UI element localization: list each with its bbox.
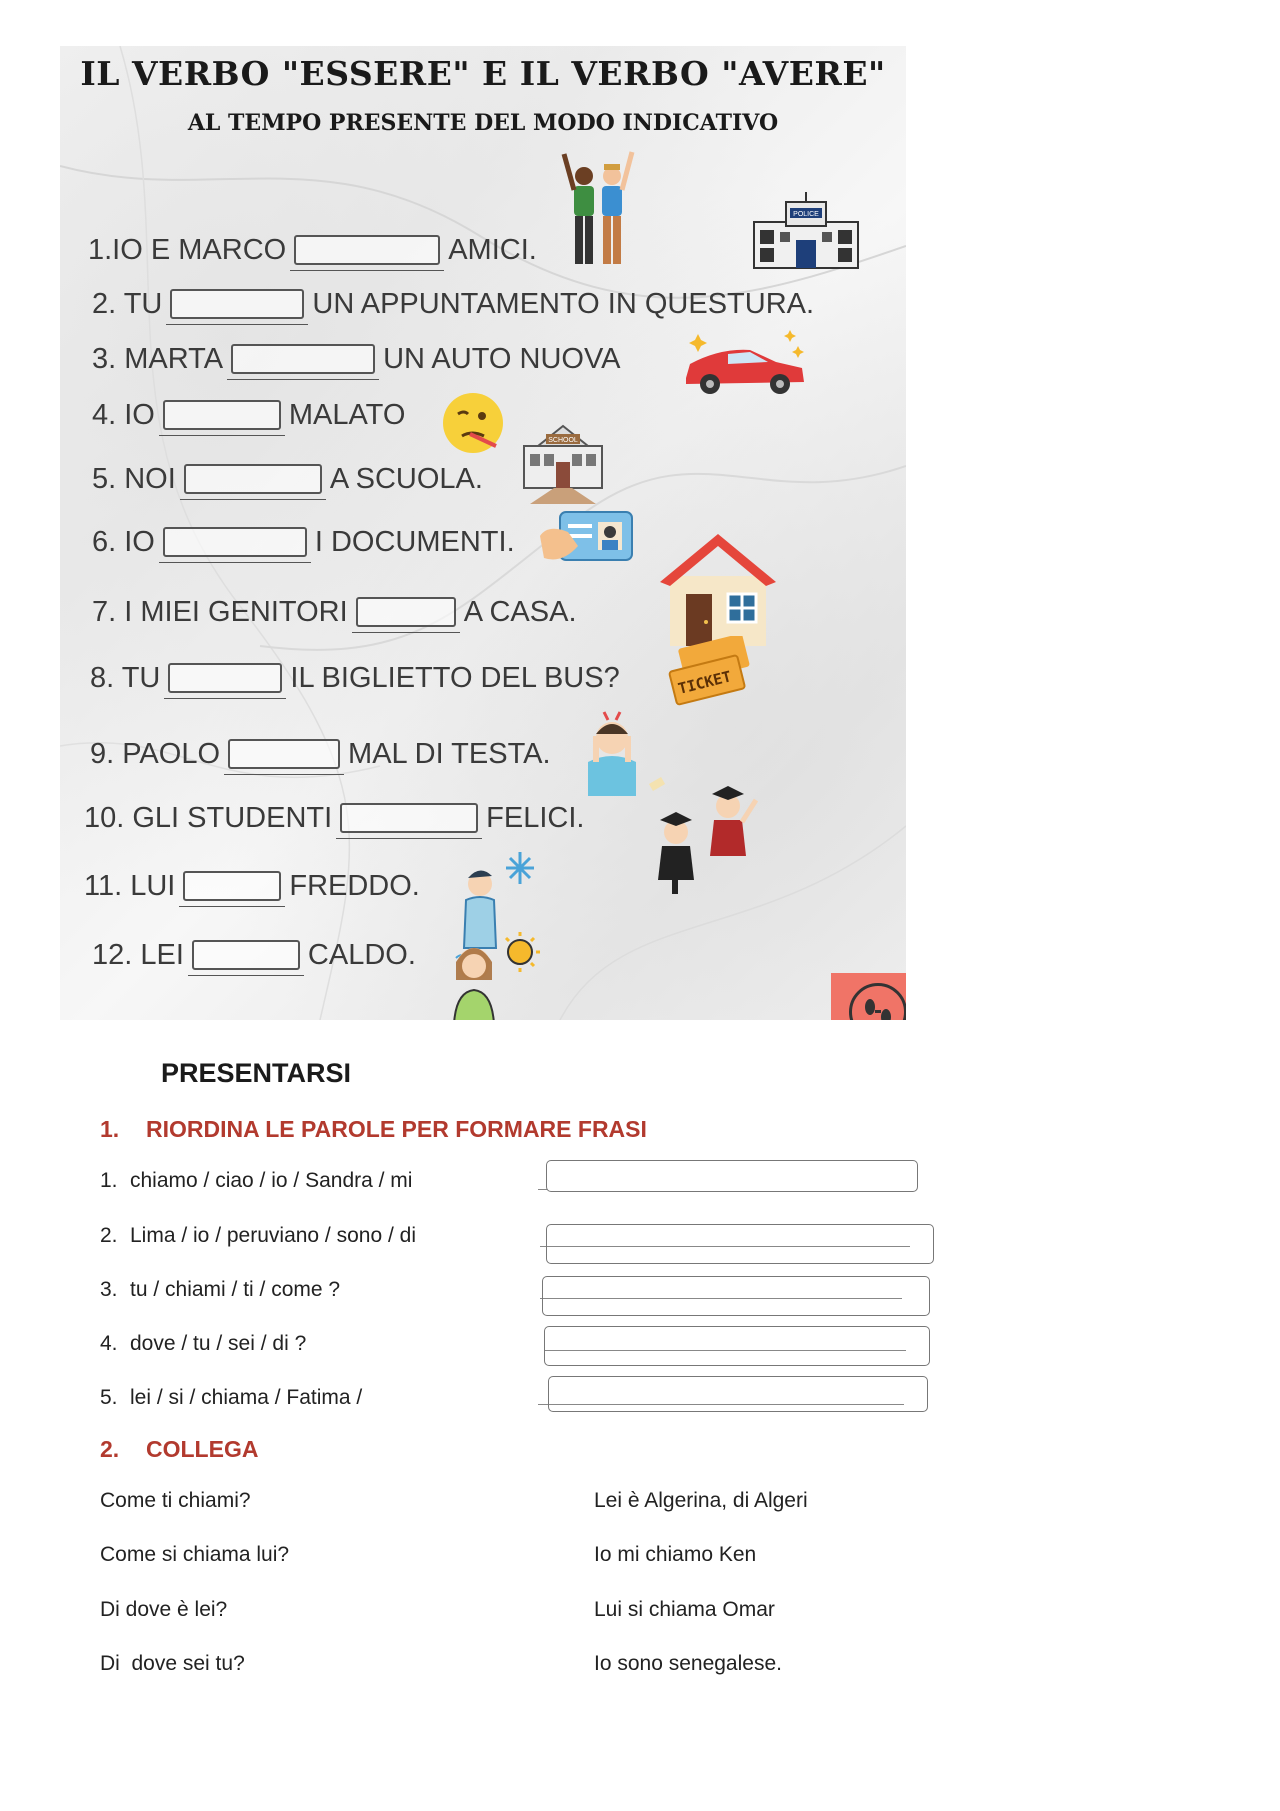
section-number: 2. xyxy=(100,1436,120,1462)
graduates-icon xyxy=(642,776,762,898)
item-number: 4. xyxy=(100,1332,118,1355)
exercise-3 xyxy=(92,343,621,376)
answer-2[interactable]: Io mi chiamo Ken xyxy=(594,1543,757,1566)
answer-box-5[interactable] xyxy=(548,1376,928,1412)
section-1-heading xyxy=(100,1116,647,1143)
headache-icon xyxy=(574,706,650,796)
exercise-6 xyxy=(92,526,515,559)
exercise-suffix: AMICI. xyxy=(448,234,537,266)
police-sign: POLICE xyxy=(793,211,819,218)
item-text: lei / si / chiama / Fatima / xyxy=(130,1386,363,1409)
exercise-suffix: I DOCUMENTI. xyxy=(314,526,515,558)
answer-blank-6[interactable] xyxy=(163,527,307,557)
item-text: tu / chiami / ti / come ? xyxy=(130,1278,341,1301)
exercise-5 xyxy=(92,463,483,496)
exercise-suffix: MAL DI TESTA. xyxy=(348,738,551,770)
exercise-7 xyxy=(92,596,577,629)
answer-blank-3[interactable] xyxy=(231,344,375,374)
exercise-9 xyxy=(90,738,551,771)
exercise-prefix: 9. PAOLO xyxy=(90,738,221,770)
sick-face-icon xyxy=(440,390,506,456)
answer-3[interactable]: Lui si chiama Omar xyxy=(594,1598,775,1621)
exercise-prefix: 1.IO E MARCO xyxy=(88,234,287,266)
school-sign: SCHOOL xyxy=(548,437,578,444)
reorder-item-2 xyxy=(100,1224,416,1248)
exercise-prefix: 2. TU xyxy=(92,288,163,320)
exercise-prefix: 7. I MIEI GENITORI xyxy=(92,596,348,628)
exercise-suffix: CALDO. xyxy=(307,939,416,971)
police-station-icon xyxy=(746,192,866,272)
answer-box-2[interactable] xyxy=(546,1224,934,1264)
answer-blank-4[interactable] xyxy=(163,400,281,430)
worksheet-title: IL VERBO "ESSERE" E IL VERBO "AVERE" xyxy=(80,54,886,93)
section-title: RIORDINA LE PAROLE PER FORMARE FRASI xyxy=(146,1116,647,1142)
question-4[interactable]: Di dove sei tu? xyxy=(100,1652,245,1675)
item-number: 5. xyxy=(100,1386,118,1409)
friends-icon xyxy=(558,146,638,270)
exercise-prefix: 6. IO xyxy=(92,526,155,558)
exercise-10 xyxy=(84,802,584,835)
exercise-suffix: FREDDO. xyxy=(289,870,420,902)
id-card-icon xyxy=(538,506,636,570)
exercise-suffix: FELICI. xyxy=(486,802,585,834)
audio-play-button[interactable] xyxy=(849,983,906,1020)
exercise-prefix: 8. TU xyxy=(90,662,161,694)
audio-panel xyxy=(831,973,906,1020)
exercise-1 xyxy=(88,234,537,267)
reorder-item-3 xyxy=(100,1278,340,1302)
exercise-suffix: IL BIGLIETTO DEL BUS? xyxy=(290,662,620,694)
footsteps-icon xyxy=(860,997,896,1020)
exercise-prefix: 4. IO xyxy=(92,399,155,431)
exercise-suffix: A CASA. xyxy=(463,596,577,628)
answer-box-3[interactable] xyxy=(542,1276,930,1316)
exercise-suffix: UN APPUNTAMENTO IN QUESTURA. xyxy=(312,288,815,320)
bus-ticket-icon xyxy=(664,636,756,706)
answer-blank-7[interactable] xyxy=(356,597,456,627)
answer-1[interactable]: Lei è Algerina, di Algeri xyxy=(594,1489,808,1512)
reorder-item-4 xyxy=(100,1332,306,1356)
reorder-item-5 xyxy=(100,1386,362,1410)
exercise-11 xyxy=(84,870,420,903)
answer-blank-2[interactable] xyxy=(170,289,304,319)
section-title: COLLEGA xyxy=(146,1436,259,1462)
exercise-suffix: UN AUTO NUOVA xyxy=(383,343,621,375)
answer-blank-12[interactable] xyxy=(192,940,300,970)
house-icon xyxy=(656,530,780,648)
presentarsi-title: PRESENTARSI xyxy=(161,1058,352,1088)
ticket-label: TICKET xyxy=(676,667,734,698)
item-number: 1. xyxy=(100,1169,118,1192)
school-icon xyxy=(518,420,608,506)
answer-blank-5[interactable] xyxy=(184,464,322,494)
exercise-prefix: 10. GLI STUDENTI xyxy=(84,802,333,834)
item-number: 3. xyxy=(100,1278,118,1301)
exercise-prefix: 5. NOI xyxy=(92,463,176,495)
answer-4[interactable]: Io sono senegalese. xyxy=(594,1652,782,1675)
answer-blank-10[interactable] xyxy=(340,803,478,833)
exercise-suffix: A SCUOLA. xyxy=(329,463,483,495)
worksheet-essere-avere xyxy=(60,46,906,1020)
section-2-heading xyxy=(100,1436,258,1463)
car-icon xyxy=(680,328,810,400)
item-text: dove / tu / sei / di ? xyxy=(130,1332,307,1355)
worksheet-subtitle: AL TEMPO PRESENTE DEL MODO INDICATIVO xyxy=(187,110,779,136)
answer-blank-11[interactable] xyxy=(183,871,281,901)
answer-blank-8[interactable] xyxy=(168,663,282,693)
item-text: Lima / io / peruviano / sono / di xyxy=(130,1224,416,1247)
question-2[interactable]: Come si chiama lui? xyxy=(100,1543,290,1566)
question-3[interactable]: Di dove è lei? xyxy=(100,1598,228,1621)
exercise-8 xyxy=(90,662,620,695)
exercise-prefix: 12. LEI xyxy=(92,939,184,971)
exercise-4 xyxy=(92,399,405,432)
exercise-suffix: MALATO xyxy=(288,399,406,431)
exercise-prefix: 11. LUI xyxy=(84,870,176,902)
exercise-prefix: 3. MARTA xyxy=(92,343,224,375)
item-number: 2. xyxy=(100,1224,118,1247)
answer-blank-9[interactable] xyxy=(228,739,340,769)
question-1[interactable]: Come ti chiami? xyxy=(100,1489,251,1512)
answer-blank-1[interactable] xyxy=(294,235,440,265)
answer-box-1[interactable] xyxy=(546,1160,918,1192)
answer-box-4[interactable] xyxy=(544,1326,930,1366)
exercise-2 xyxy=(92,288,814,321)
item-text: chiamo / ciao / io / Sandra / mi xyxy=(130,1169,413,1192)
exercise-12 xyxy=(92,939,416,972)
reorder-item-1 xyxy=(100,1169,412,1193)
hot-woman-icon xyxy=(444,930,544,1020)
section-number: 1. xyxy=(100,1116,120,1142)
